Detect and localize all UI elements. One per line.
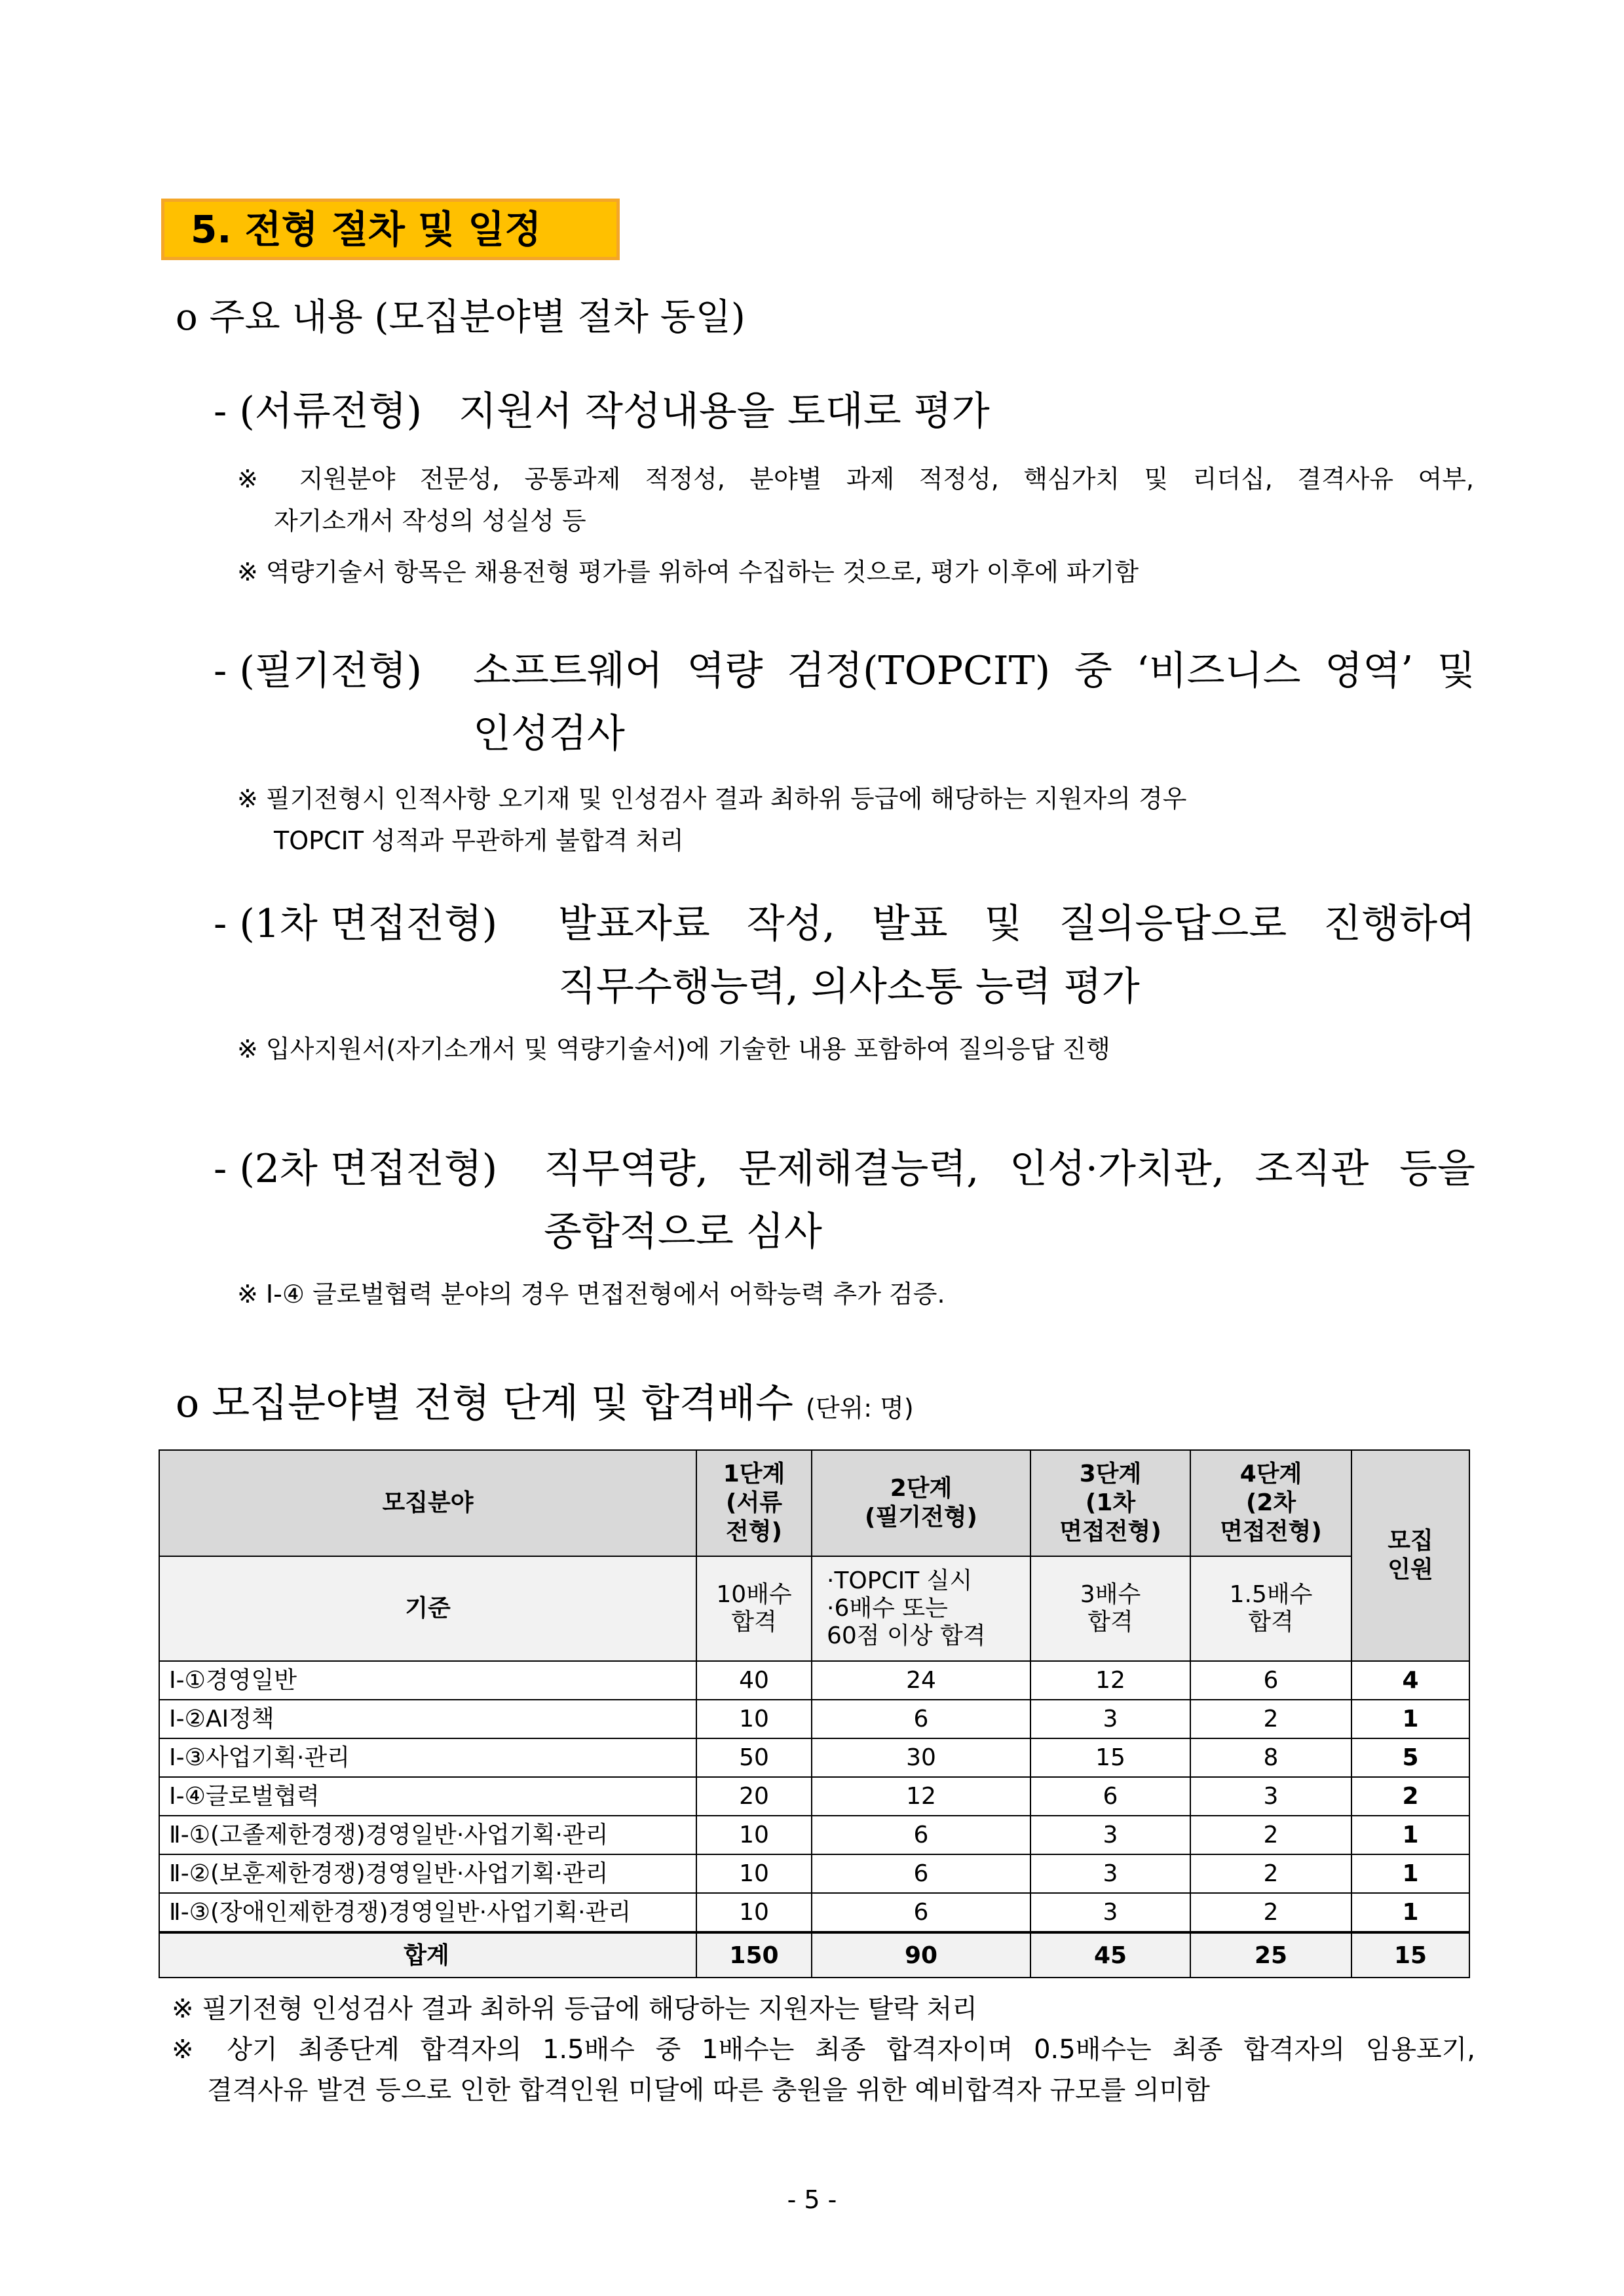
row-recruit: 1	[1351, 1854, 1469, 1893]
criteria-stage2-line1: ·TOPCIT 실시	[827, 1567, 973, 1594]
row-stage1: 10	[696, 1893, 812, 1932]
row-field-name: Ⅱ-①(고졸제한경쟁)경영일반·사업기획·관리	[159, 1816, 696, 1854]
header-stage1-line2: (서류	[725, 1489, 782, 1516]
criteria-stage3-line2: 합격	[1087, 1609, 1133, 1636]
table-heading	[176, 1372, 914, 1428]
criteria-label: 기준	[159, 1556, 696, 1661]
table-row	[159, 1738, 1469, 1777]
stage-interview2-desc: 직무역량, 문제해결능력, 인성·가치관, 조직관 등을	[544, 1146, 1475, 1192]
criteria-stage2	[812, 1556, 1030, 1661]
header-recruit	[1351, 1450, 1469, 1661]
stage-written-desc-2: 인성검사	[473, 711, 625, 757]
row-stage4: 2	[1190, 1893, 1351, 1932]
table-unit: (단위: 명)	[806, 1394, 914, 1423]
stage-document-desc: 지원서 작성내용을 토대로 평가	[459, 389, 990, 434]
stage-written-note-2: TOPCIT 성적과 무관하게 불합격 처리	[274, 826, 684, 855]
criteria-stage4-line2: 합격	[1248, 1609, 1294, 1636]
row-stage2: 6	[812, 1854, 1030, 1893]
criteria-stage4-line1: 1.5배수	[1229, 1581, 1313, 1608]
footnote-3: 결격사유 발견 등으로 인한 합격인원 미달에 따른 충원을 위한 예비합격자 규모를 의미함	[207, 2075, 1210, 2105]
table-row	[159, 1816, 1469, 1854]
header-recruit-line1: 모집	[1388, 1527, 1433, 1554]
stage-interview2-desc-2: 종합적으로 심사	[544, 1209, 822, 1255]
row-stage2: 30	[812, 1738, 1030, 1777]
criteria-stage3-line1: 3배수	[1080, 1581, 1141, 1608]
total-recruit: 15	[1351, 1932, 1469, 1978]
table-row	[159, 1661, 1469, 1700]
row-stage2: 24	[812, 1661, 1030, 1700]
row-field-name: Ⅱ-③(장애인제한경쟁)경영일반·사업기획·관리	[159, 1893, 696, 1932]
row-stage1: 10	[696, 1816, 812, 1854]
table-row	[159, 1854, 1469, 1893]
stage-written-desc: 소프트웨어 역량 검정(TOPCIT) 중 ‘비즈니스 영역’ 및	[473, 648, 1475, 694]
criteria-stage3	[1030, 1556, 1190, 1661]
header-stage4	[1190, 1450, 1351, 1556]
row-stage1: 10	[696, 1854, 812, 1893]
header-stage4-line2: (2차	[1245, 1489, 1296, 1516]
section-title: 5. 전형 절차 및 일정	[161, 199, 620, 260]
stage-interview2-title: - (2차 면접전형)	[214, 1146, 498, 1192]
row-stage4: 2	[1190, 1700, 1351, 1738]
criteria-stage1-line2: 합격	[731, 1609, 777, 1636]
row-stage2: 6	[812, 1700, 1030, 1738]
recruitment-table	[159, 1449, 1470, 1978]
stage-interview2-note-1: ※ Ⅰ-④ 글로벌협력 분야의 경우 면접전형에서 어학능력 추가 검증.	[237, 1280, 945, 1309]
stage-interview1-note-1: ※ 입사지원서(자기소개서 및 역량기술서)에 기술한 내용 포함하여 질의응답 진행	[237, 1035, 1110, 1063]
header-field: 모집분야	[159, 1450, 696, 1556]
criteria-stage4	[1190, 1556, 1351, 1661]
row-field-name: Ⅰ-②AI정책	[159, 1700, 696, 1738]
header-stage3-line3: 면접전형)	[1059, 1518, 1161, 1545]
page-number: - 5 -	[787, 2185, 837, 2214]
criteria-stage1	[696, 1556, 812, 1661]
row-recruit: 5	[1351, 1738, 1469, 1777]
row-stage3: 12	[1030, 1661, 1190, 1700]
row-recruit: 1	[1351, 1700, 1469, 1738]
row-stage3: 15	[1030, 1738, 1190, 1777]
row-stage1: 20	[696, 1777, 812, 1816]
table-header-row	[159, 1450, 1469, 1556]
row-recruit: 1	[1351, 1893, 1469, 1932]
header-stage1	[696, 1450, 812, 1556]
criteria-stage2-line3: 60점 이상 합격	[827, 1622, 986, 1649]
row-stage3: 3	[1030, 1816, 1190, 1854]
footnote-1: ※ 필기전형 인성검사 결과 최하위 등급에 해당하는 지원자는 탈락 처리	[172, 1994, 977, 2024]
row-stage3: 3	[1030, 1854, 1190, 1893]
total-stage4: 25	[1190, 1932, 1351, 1978]
row-recruit: 1	[1351, 1816, 1469, 1854]
row-field-name: Ⅰ-④글로벌협력	[159, 1777, 696, 1816]
stage-written-title: - (필기전형)	[214, 648, 423, 694]
header-stage1-line1: 1단계	[723, 1461, 785, 1487]
main-bullet: o 주요 내용 (모집분야별 절차 동일)	[176, 296, 746, 339]
stage-interview1-title: - (1차 면접전형)	[214, 901, 498, 947]
criteria-stage2-line2: ·6배수 또는	[827, 1595, 948, 1622]
stage-document-title: - (서류전형)	[214, 389, 423, 434]
header-stage3	[1030, 1450, 1190, 1556]
header-stage3-line1: 3단계	[1079, 1461, 1142, 1487]
stage-written-note-1: ※ 필기전형시 인적사항 오기재 및 인성검사 결과 최하위 등급에 해당하는 지원자의 경우	[237, 784, 1187, 813]
header-stage4-line3: 면접전형)	[1220, 1518, 1322, 1545]
header-stage2-line2: (필기전형)	[864, 1504, 977, 1531]
row-stage2: 6	[812, 1893, 1030, 1932]
stage-document-note-3: ※ 역량기술서 항목은 채용전형 평가를 위하여 수집하는 것으로, 평가 이후에 파기함	[237, 558, 1139, 586]
row-stage4: 2	[1190, 1816, 1351, 1854]
header-stage2-line1: 2단계	[890, 1475, 953, 1502]
total-stage1: 150	[696, 1932, 812, 1978]
total-stage3: 45	[1030, 1932, 1190, 1978]
row-recruit: 2	[1351, 1777, 1469, 1816]
row-stage1: 40	[696, 1661, 812, 1700]
row-recruit: 4	[1351, 1661, 1469, 1700]
header-stage3-line2: (1차	[1085, 1489, 1136, 1516]
total-stage2: 90	[812, 1932, 1030, 1978]
header-stage4-line1: 4단계	[1239, 1461, 1302, 1487]
row-stage3: 3	[1030, 1700, 1190, 1738]
row-field-name: Ⅰ-③사업기획·관리	[159, 1738, 696, 1777]
row-field-name: Ⅰ-①경영일반	[159, 1661, 696, 1700]
row-stage2: 6	[812, 1816, 1030, 1854]
row-stage1: 50	[696, 1738, 812, 1777]
row-stage3: 6	[1030, 1777, 1190, 1816]
table-row	[159, 1700, 1469, 1738]
table-row	[159, 1893, 1469, 1932]
table-row	[159, 1777, 1469, 1816]
header-stage2	[812, 1450, 1030, 1556]
row-stage3: 3	[1030, 1893, 1190, 1932]
row-stage4: 8	[1190, 1738, 1351, 1777]
row-stage2: 12	[812, 1777, 1030, 1816]
row-stage1: 10	[696, 1700, 812, 1738]
table-heading-text: o 모집분야별 전형 단계 및 합격배수	[176, 1381, 793, 1426]
stage-interview1-desc: 발표자료 작성, 발표 및 질의응답으로 진행하여	[558, 901, 1475, 947]
total-label: 합계	[159, 1932, 696, 1978]
criteria-stage1-line1: 10배수	[716, 1581, 792, 1608]
criteria-row	[159, 1556, 1469, 1661]
header-stage1-line3: 전형)	[725, 1518, 782, 1545]
stage-interview1-desc-2: 직무수행능력, 의사소통 능력 평가	[558, 964, 1140, 1010]
footnote-2: ※ 상기 최종단계 합격자의 1.5배수 중 1배수는 최종 합격자이며 0.5배수는 최종 합격자의 임용포기,	[172, 2035, 1475, 2065]
row-stage4: 2	[1190, 1854, 1351, 1893]
row-field-name: Ⅱ-②(보훈제한경쟁)경영일반·사업기획·관리	[159, 1854, 696, 1893]
row-stage4: 3	[1190, 1777, 1351, 1816]
stage-document-note-1: ※ 지원분야 전문성, 공통과제 적정성, 분야별 과제 적정성, 핵심가치 및 리더십, 결격사유 여부,	[237, 465, 1474, 493]
row-stage4: 6	[1190, 1661, 1351, 1700]
stage-document-note-2: 자기소개서 작성의 성실성 등	[274, 507, 586, 535]
header-recruit-line2: 인원	[1388, 1556, 1433, 1583]
table-total-row	[159, 1932, 1469, 1978]
